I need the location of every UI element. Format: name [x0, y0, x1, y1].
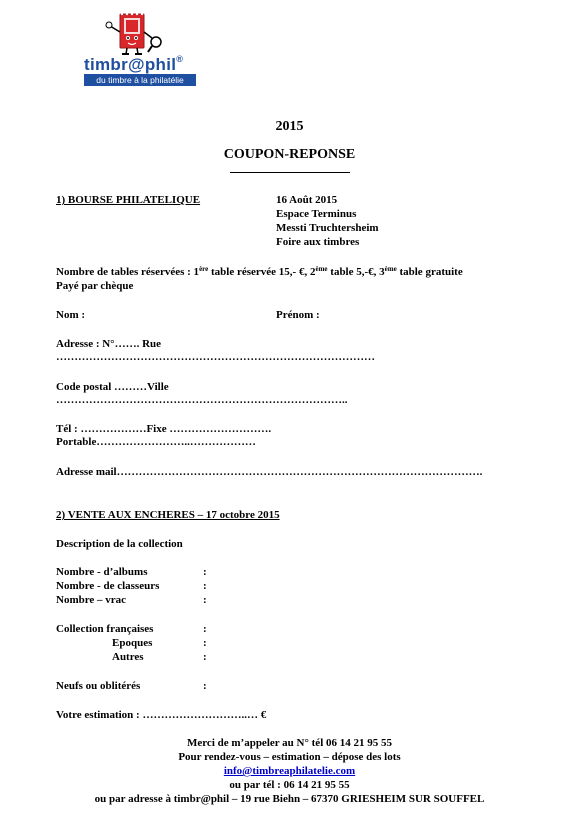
prenom-field[interactable]: Prénom :: [276, 309, 320, 321]
tables-prefix: Nombre de tables réservées : 1: [56, 266, 200, 278]
collection-francaises-sep[interactable]: :: [203, 623, 207, 635]
vrac-label: Nombre – vrac: [56, 594, 127, 606]
collection-description: Description de la collection: [56, 538, 183, 550]
page-title: COUPON-REPONSE: [223, 147, 356, 162]
sup-1: ère: [199, 265, 209, 273]
stamp-mascot-icon: [82, 8, 202, 56]
event-date: 16 Août 2015: [276, 194, 338, 206]
registered-mark: ®: [176, 54, 184, 64]
epoques-sep[interactable]: :: [203, 637, 207, 649]
logo: [82, 8, 202, 83]
estimation-field[interactable]: Votre estimation : ………………………..… €: [56, 709, 267, 721]
collection-francaises-label: Collection françaises: [56, 623, 154, 635]
year: 2015: [275, 119, 304, 134]
tables-mid2: table 5,-€, 3: [327, 266, 385, 278]
tel-field[interactable]: Tél : ………………Fixe ……………………….: [56, 423, 272, 435]
logo-wordmark: [84, 54, 183, 75]
logo-tagline: [84, 74, 196, 86]
sup-2: ème: [315, 265, 328, 273]
autres-sep[interactable]: :: [203, 651, 207, 663]
adresse-dots[interactable]: ……………………………………………………………………………: [56, 351, 375, 363]
vrac-sep[interactable]: :: [203, 594, 207, 606]
albums-sep[interactable]: :: [203, 566, 207, 578]
classeurs-sep[interactable]: :: [203, 580, 207, 592]
sup-3: ème: [384, 265, 397, 273]
logo-wordmark-text: timbr@phil: [84, 55, 177, 74]
mail-field[interactable]: Adresse mail……………………………………………………………………………………….: [56, 466, 483, 478]
nom-field[interactable]: Nom :: [56, 309, 86, 321]
section2-heading: 2) VENTE AUX ENCHERES – 17 octobre 2015: [56, 509, 280, 521]
footer-phone: ou par tél : 06 14 21 95 55: [229, 779, 350, 791]
footer-email-link[interactable]: info@timbreaphilatelie.com: [223, 765, 356, 777]
epoques-label: Epoques: [112, 637, 153, 649]
albums-label: Nombre - d’albums: [56, 566, 148, 578]
event-name: Foire aux timbres: [276, 236, 360, 248]
logo-tagline-text: du timbre à la philatélie: [96, 75, 184, 85]
event-location: Messti Truchtersheim: [276, 222, 379, 234]
tables-mid1: table réservée 15,- €, 2: [208, 266, 316, 278]
neufs-sep[interactable]: :: [203, 680, 207, 692]
footer-email-row: [0, 765, 579, 778]
footer-address: ou par adresse à timbr@phil – 19 rue Biehn – 67370 GRIESHEIM SUR SOUFFEL: [94, 793, 485, 805]
code-postal-dots[interactable]: ……………………………………………………………………..: [56, 394, 348, 406]
tables-line: [56, 266, 463, 279]
autres-label: Autres: [112, 651, 144, 663]
payment-line: Payé par chèque: [56, 280, 134, 292]
tables-end: table gratuite: [396, 266, 463, 278]
portable-field[interactable]: Portable……………………..………………: [56, 436, 256, 448]
footer-call: Merci de m’appeler au N° tél 06 14 21 95 55: [186, 737, 392, 749]
event-venue: Espace Terminus: [276, 208, 357, 220]
code-postal-field[interactable]: Code postal ………Ville: [56, 381, 169, 393]
section1-heading: 1) BOURSE PHILATELIQUE: [56, 194, 201, 206]
classeurs-label: Nombre - de classeurs: [56, 580, 160, 592]
footer-appointment: Pour rendez-vous – estimation – dépose des lots: [178, 751, 401, 763]
neufs-label: Neufs ou oblitérés: [56, 680, 141, 692]
adresse-field[interactable]: Adresse : N°……. Rue: [56, 338, 162, 350]
title-underline: [230, 172, 350, 173]
